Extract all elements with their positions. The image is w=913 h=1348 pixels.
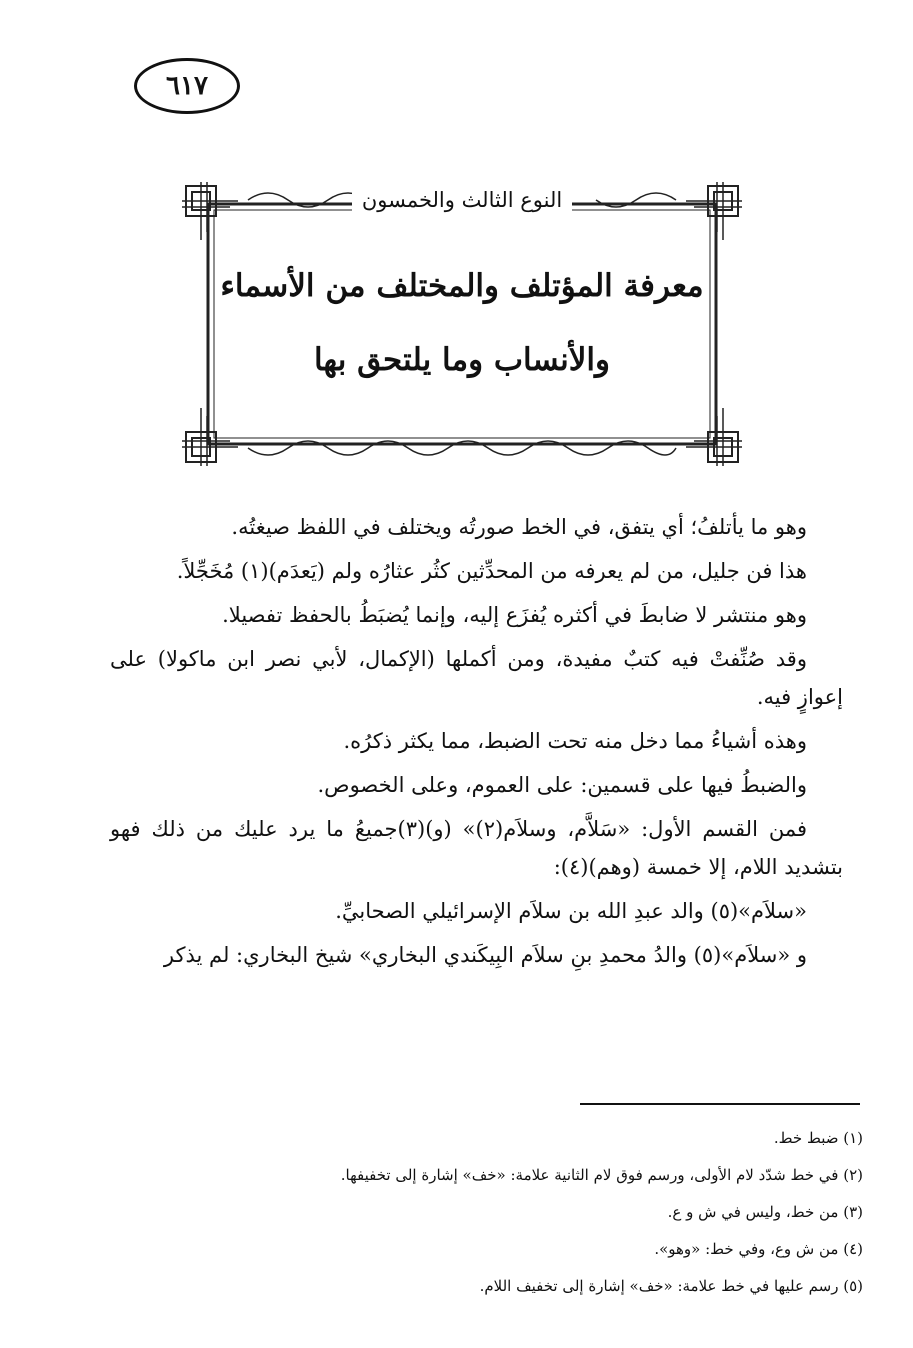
paragraph: و «سلاَم»(٥) والدُ محمدِ بنِ سلاَم البِيكَندي البخاري» شيخ البخاري: لم يذكر — [163, 943, 807, 967]
paragraph: هذا فن جليل، من لم يعرفه من المحدِّثين كثُر عثارُه ولم (يَعدَم)(١) مُخَجِّلاً. — [176, 559, 807, 583]
page-number: ٦١٧ — [134, 58, 240, 114]
paragraph: وهو ما يأتلفُ؛ أي يتفق، في الخط صورتُه ويختلف في اللفظ صيغتُه. — [231, 515, 807, 539]
section-label: النوع الثالث والخمسون — [352, 188, 572, 212]
footnote-divider — [580, 1103, 860, 1105]
footnote: (٤) من ش وع، وفي خط: «وهو». — [654, 1240, 863, 1258]
paragraph: والضبطُ فيها على قسمين: على العموم، وعلى الخصوص. — [317, 773, 807, 797]
footnote: (٢) في خط شدّد لام الأولى، ورسم فوق لام الثانية علامة: «خف» إشارة إلى تخفيفها. — [340, 1166, 863, 1184]
paragraph: فمن القسم الأول: «سَلاَّم، وسلاَم(٢)» (و)(٣)جميعُ ما يرد عليك من ذلك فهو بتشديد اللام، إلا خمسة (وهم)(٤): — [110, 817, 843, 879]
paragraph: «سلاَم»(٥) والد عبدِ الله بن سلاَم الإسرائيلي الصحابيِّ. — [335, 899, 807, 923]
footnote: (٣) من خط، وليس في ش و ع. — [667, 1203, 863, 1221]
footnotes — [110, 1120, 863, 1305]
paragraph: وقد صُنِّفتْ فيه كتبٌ مفيدة، ومن أكملها (الإكمال، لأبي نصر ابن ماكولا) على إعوازٍ فيه. — [110, 647, 843, 709]
body-text — [110, 508, 843, 980]
section-title-frame — [178, 180, 746, 468]
footnote: (١) ضبط خط. — [773, 1129, 863, 1147]
section-title-line-1: معرفة المؤتلف والمختلف من الأسماء — [220, 268, 704, 304]
section-title-line-2: والأنساب وما يلتحق بها — [313, 342, 611, 378]
footnote: (٥) رسم عليها في خط علامة: «خف» إشارة إلى تخفيف اللام. — [479, 1277, 863, 1295]
ornamental-frame-icon — [178, 180, 746, 468]
paragraph: وهذه أشياءُ مما دخل منه تحت الضبط، مما يكثر ذكرُه. — [343, 729, 807, 753]
paragraph: وهو منتشر لا ضابطَ في أكثره يُفزَع إليه، وإنما يُضبَطُ بالحفظ تفصيلا. — [222, 603, 807, 627]
